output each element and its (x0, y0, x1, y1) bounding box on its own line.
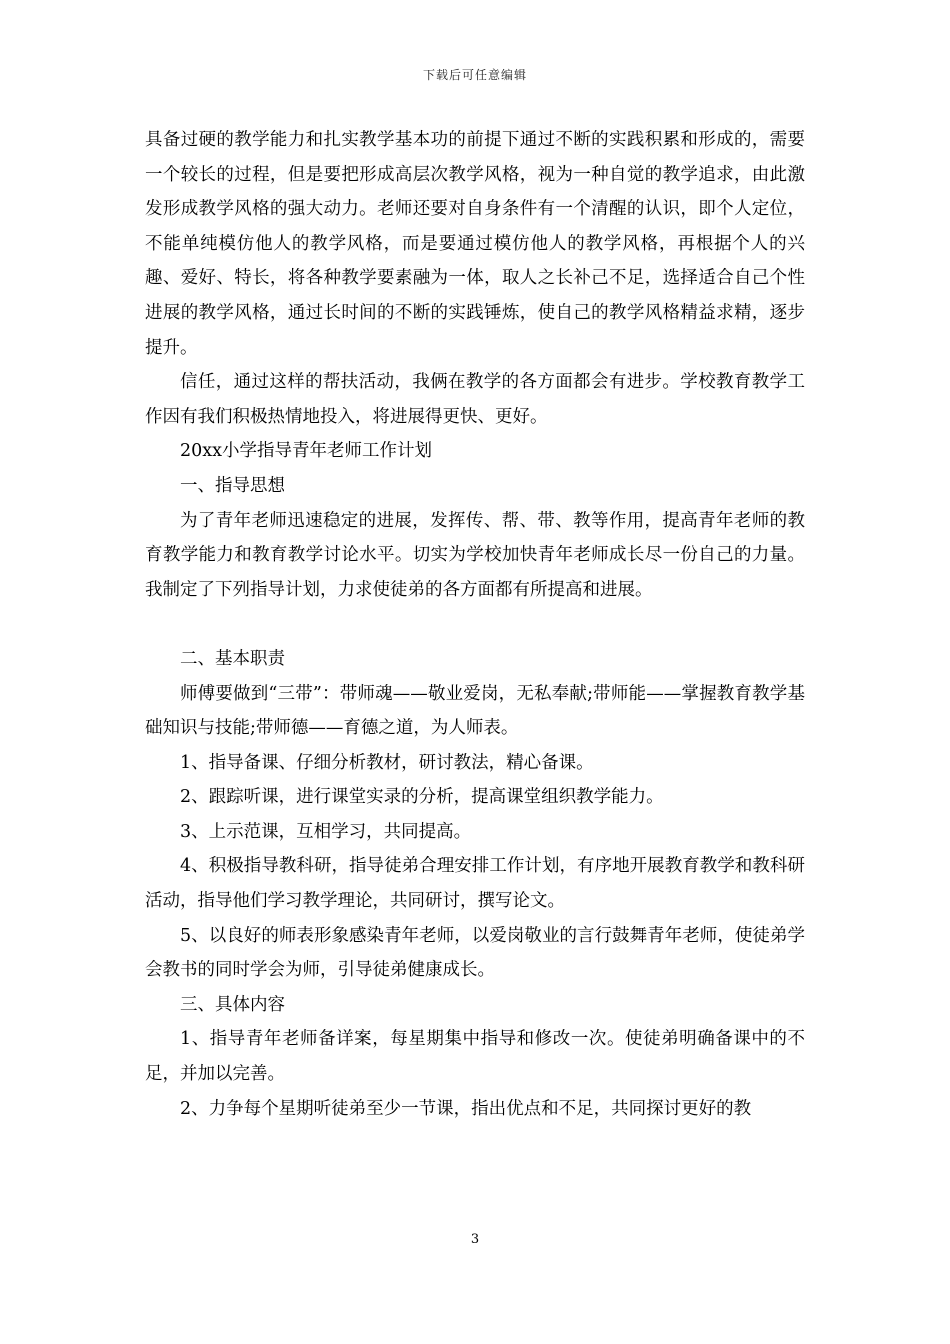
section-heading: 三、具体内容 (180, 994, 285, 1015)
section-title: 20xx小学指导青年老师工作计划 (180, 441, 433, 462)
page-header: 下载后可任意编辑 (422, 68, 527, 82)
paragraph: 为了青年老师迅速稳定的进展，发挥传、帮、带、教等作用，提高青年老师的教育教学能力和教育教学讨论水平。切实为学校加快青年老师成长尽一份自己的力量。我制定了下列指导计划，力求使徒弟的各方面都有所提高和进展。 (145, 510, 805, 600)
list-item: 2、跟踪听课，进行课堂实录的分析，提高课堂组织教学能力。 (180, 787, 664, 808)
list-item: 1、指导备课、仔细分析教材，研讨教法，精心备课。 (180, 752, 594, 773)
section-heading: 一、指导思想 (180, 475, 285, 496)
list-item: 2、力争每个星期听徒弟至少一节课，指出优点和不足，共同探讨更好的教 (180, 1098, 752, 1119)
document-body (145, 123, 805, 1126)
list-item: 4、积极指导教科研，指导徒弟合理安排工作计划，有序地开展教育教学和教科研活动，指导他们学习教学理论，共同研讨，撰写论文。 (145, 856, 805, 912)
section-heading: 二、基本职责 (180, 648, 285, 669)
list-item: 3、上示范课，互相学习，共同提高。 (180, 821, 472, 842)
blank-line (145, 607, 805, 642)
page-number: 3 (470, 1232, 480, 1247)
list-item: 1、指导青年老师备详案，每星期集中指导和修改一次。使徒弟明确备课中的不足，并加以完善。 (145, 1029, 805, 1085)
paragraph: 具备过硬的教学能力和扎实教学基本功的前提下通过不断的实践积累和形成的，需要一个较长的过程，但是要把形成高层次教学风格，视为一种自觉的教学追求，由此激发形成教学风格的强大动力。老师还要对自身条件有一个清醒的认识，即个人定位，不能单纯模仿他人的教学风格，而是要通过模仿他人的教学风格，再根据个人的兴趣、爱好、特长，将各种教学要素融为一体，取人之长补己不足，选择适合自己个性进展的教学风格，通过长时间的不断的实践锤炼，使自己的教学风格精益求精，逐步提升。 (145, 130, 805, 358)
paragraph: 信任，通过这样的帮扶活动，我俩在教学的各方面都会有进步。学校教育教学工作因有我们积极热情地投入，将进展得更快、更好。 (145, 372, 805, 427)
list-item: 5、以良好的师表形象感染青年老师，以爱岗敬业的言行鼓舞青年老师，使徒弟学会教书的同时学会为师，引导徒弟健康成长。 (145, 925, 805, 981)
paragraph: 师傅要做到“三带”：带师魂——敬业爱岗，无私奉献;带师能——掌握教育教学基础知识与技能;带师德——育德之道，为人师表。 (145, 683, 805, 739)
